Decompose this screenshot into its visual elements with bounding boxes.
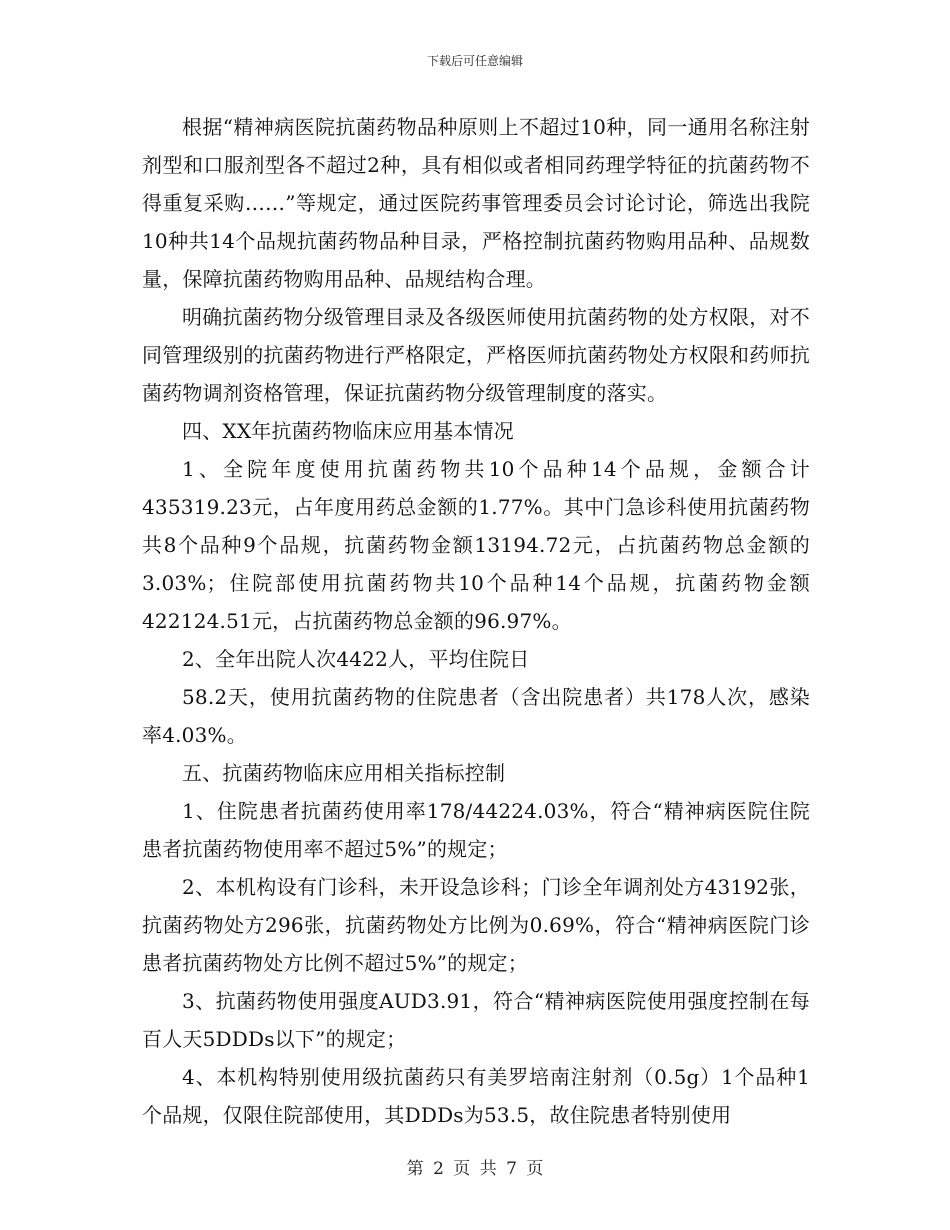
section-heading-4: 四、XX年抗菌药物临床应用基本情况 (182, 419, 514, 443)
paragraph-usage-item-2-continued: 58.2天，使用抗菌药物的住院患者（含出院患者）共178人次，感染率4.03%。 (142, 685, 810, 747)
page-header: 下载后可任意编辑 (426, 54, 523, 68)
paragraph-indicator-4: 4、本机构特别使用级抗菌药只有美罗培南注射剂（0.5g）1个品种1个品规，仅限住院部使用，其DDDs为53.5，故住院患者特别使用 (142, 1065, 810, 1127)
document-body (142, 108, 810, 1134)
paragraph-indicator-2: 2、本机构设有门诊科，未开设急诊科；门诊全年调剂处方43192张，抗菌药物处方296张，抗菌药物处方比例为0.69%，符合“精神病医院门诊患者抗菌药物处方比例不超过5%”的规定； (142, 875, 810, 975)
paragraph-usage-item-1: 1、全院年度使用抗菌药物共10个品种14个品规，金额合计435319.23元，占年度用药总金额的1.77%。其中门急诊科使用抗菌药物共8个品种9个品规，抗菌药物金额13194.72元，占抗菌药物总金额的3.03%；住院部使用抗菌药物共10个品种14个品规，抗菌药物金额422124.51元，占抗菌药物总金额的96.97%。 (142, 457, 810, 633)
paragraph-grading-management: 明确抗菌药物分级管理目录及各级医师使用抗菌药物的处方权限，对不同管理级别的抗菌药物进行严格限定，严格医师抗菌药物处方权限和药师抗菌药物调剂资格管理，保证抗菌药物分级管理制度的落实。 (142, 305, 810, 405)
paragraph-indicator-3: 3、抗菌药物使用强度AUD3.91，符合“精神病医院使用强度控制在每百人天5DDDs以下”的规定； (142, 989, 810, 1051)
section-heading-5: 五、抗菌药物临床应用相关指标控制 (182, 761, 506, 785)
paragraph-usage-item-2: 2、全年出院人次4422人，平均住院日 (182, 647, 530, 671)
paragraph-procurement-rules: 根据“精神病医院抗菌药物品种原则上不超过10种，同一通用名称注射剂型和口服剂型各不超过2种，具有相似或者相同药理学特征的抗菌药物不得重复采购……”等规定，通过医院药事管理委员会讨论讨论，筛选出我院10种共14个品规抗菌药物品种目录，严格控制抗菌药物购用品种、品规数量，保障抗菌药物购用品种、品规结构合理。 (142, 115, 810, 291)
paragraph-indicator-1: 1、住院患者抗菌药使用率178/44224.03%，符合“精神病医院住院患者抗菌药物使用率不超过5%”的规定； (142, 799, 810, 861)
page-number: 第 2 页 共 7 页 (406, 1159, 544, 1179)
